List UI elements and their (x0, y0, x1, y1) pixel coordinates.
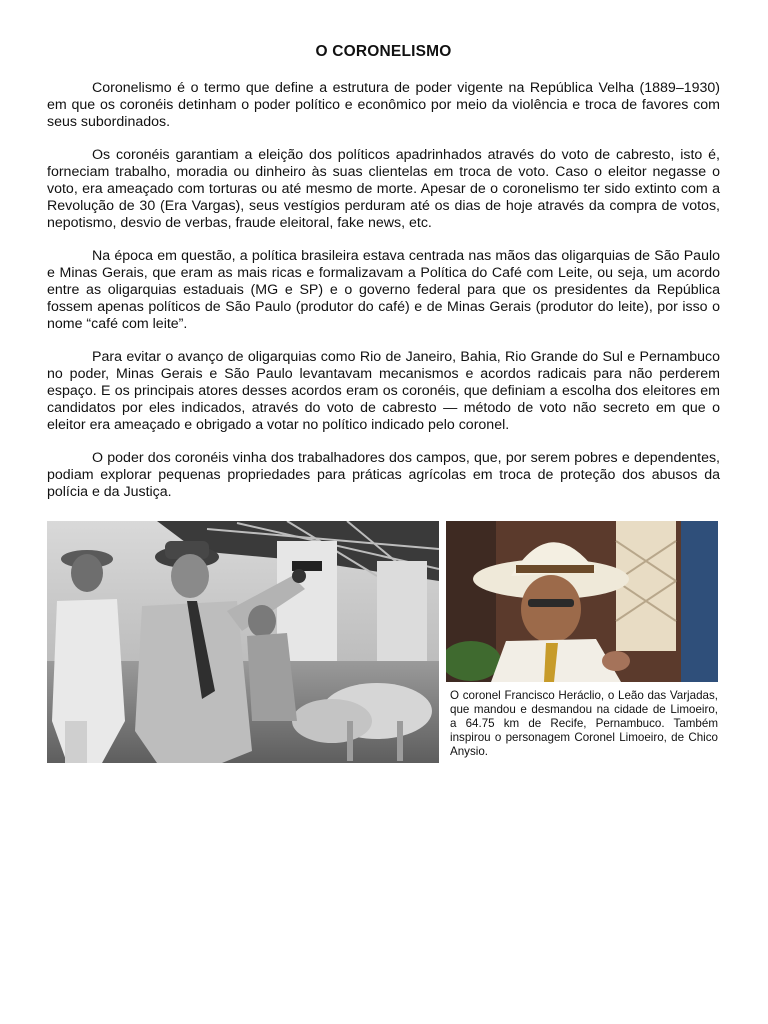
tv-character-photo (446, 521, 718, 682)
paragraph-3: Na época em questão, a política brasileira estava centrada nas mãos das oligarquias de São Paulo e Minas Gerais, que eram as mais ricas e formalizavam a Política do Café com Leite, ou seja, um acordo entre as oligarquias estaduais (MG e SP) e o governo federal para que os presidentes da República fossem apenas políticos de São Paulo (produtor do café) e de Minas Gerais (produtor do leite), por isso o nome “café com leite”. (47, 248, 720, 332)
paragraph-1: Coronelismo é o termo que define a estrutura de poder vigente na República Velha (1889–1930) em que os coronéis detinham o poder político e econômico por meio da violência e troca de favores com seus subordinados. (47, 80, 720, 130)
paragraph-5: O poder dos coronéis vinha dos trabalhadores dos campos, que, por serem pobres e dependentes, podiam explorar pequenas propriedades para práticas agrícolas em troca de proteção dos abusos da polícia e da Justiça. (47, 450, 720, 500)
historic-photo-coronel (47, 521, 439, 763)
paragraph-2: Os coronéis garantiam a eleição dos políticos apadrinhados através do voto de cabresto, isto é, forneciam trabalho, moradia ou dinheiro às suas clientelas em troca de voto. Caso o eleitor negasse o voto, era ameaçado com torturas ou até mesmo de morte. Apesar de o coronelismo ter sido extinto com a Revolução de 30 (Era Vargas), seus vestígios perduram até os dias de hoje através da compra de votos, nepotismo, desvio de verbas, fraude eleitoral, fake news, etc. (47, 147, 720, 231)
paragraph-4: Para evitar o avanço de oligarquias como Rio de Janeiro, Bahia, Rio Grande do Sul e Pernambuco no poder, Minas Gerais e São Paulo levantavam mecanismos e acordos radicais para não perderem espaço. E os principais atores desses acordos eram os coronéis, que definiam a escolha dos eleitores em candidatos por eles indicados, através do voto de cabresto — método de voto não secreto em que o eleitor era ameaçado e obrigado a votar no político indicado pelo coronel. (47, 349, 720, 433)
document-body (47, 42, 720, 501)
photo-section (47, 521, 718, 763)
photo-caption: O coronel Francisco Heráclio, o Leão das Varjadas, que mandou e desmandou na cidade de Limoeiro, a 64.75 km de Recife, Pernambuco. Também inspirou o personagem Coronel Limoeiro, de Chico Anysio. (450, 689, 718, 758)
document-title: O CORONELISMO (315, 43, 452, 60)
